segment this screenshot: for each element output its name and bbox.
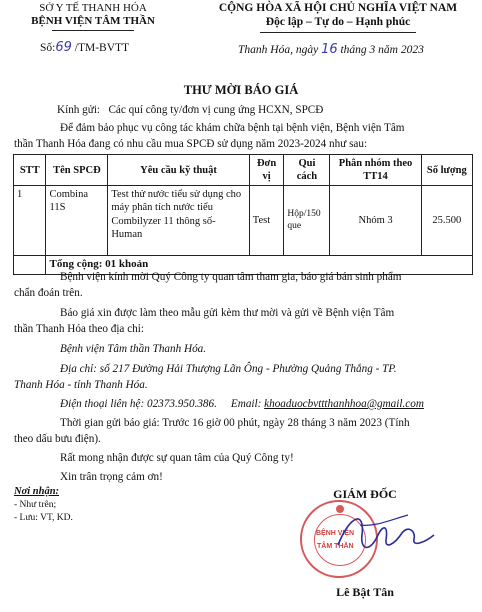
email-label: Email: xyxy=(230,398,262,410)
recipient-line xyxy=(57,102,323,118)
deadline-line1: Thời gian gửi báo giá: Trước 16 giờ 00 phút, ngày 28 tháng 3 năm 2023 (Tính xyxy=(60,417,410,429)
recipient-item: - Như trên; xyxy=(14,500,57,510)
seal-text-line1: BỆNH VIỆN xyxy=(316,530,355,537)
total-cell: Tổng cộng: 01 khoản xyxy=(46,256,473,275)
header-left-underline xyxy=(52,30,134,31)
document-number xyxy=(40,40,129,55)
intro-line-2: thần Thanh Hóa đang có nhu cầu mua SPCĐ sử dụng năm 2023-2024 như sau: xyxy=(14,138,368,150)
header-right-underline xyxy=(260,32,416,33)
col-header-spec: Yêu cầu kỹ thuật xyxy=(108,155,249,186)
seal-text-line2: TÂM THẦN xyxy=(317,543,354,550)
agency-name: SỞ Y TẾ THANH HÓA xyxy=(39,2,147,14)
phone-text: Điện thoại liên hệ: 02373.950.386. xyxy=(60,398,217,410)
recipient-label: Kính gửi: xyxy=(57,104,101,116)
cell-spec: Test thử nước tiểu sử dụng cho máy phân tích nước tiểu Combilyzer 11 thông số- Human xyxy=(108,186,249,256)
body-p2-line2: thần Thanh Hóa theo địa chỉ: xyxy=(14,323,144,335)
number-suffix: /TM-BVTT xyxy=(74,42,130,54)
cell-group: Nhóm 3 xyxy=(330,186,421,256)
col-header-pack: Qui cách xyxy=(284,155,330,186)
col-header-group: Phân nhóm theo TT14 xyxy=(330,155,421,186)
closing-line1: Rất mong nhận được sự quan tâm của Quý Công ty! xyxy=(60,452,294,464)
cell-qty: 25.500 xyxy=(421,186,472,256)
body-p1-line2: chẩn đoán trên. xyxy=(14,287,83,299)
body-p1-line1: Bệnh viện kính mời Quý Công ty quan tâm tham gia, báo giá bán sinh phẩm xyxy=(60,271,402,283)
col-header-stt: STT xyxy=(14,155,46,186)
document-title: THƯ MỜI BÁO GIÁ xyxy=(183,83,299,97)
document-date xyxy=(238,42,424,57)
total-blank-cell xyxy=(14,256,46,275)
number-handwritten: 69 xyxy=(55,40,72,55)
table-header-row xyxy=(14,155,473,186)
recipient-item: - Lưu: VT, KD. xyxy=(14,513,73,523)
body-p2-line1: Báo giá xin được làm theo mẫu gửi kèm thư mời và gửi về Bệnh viện Tâm xyxy=(60,307,395,319)
org-name: Bệnh viện Tâm thần Thanh Hóa. xyxy=(60,343,207,355)
date-suffix: tháng 3 năm 2023 xyxy=(340,44,424,56)
number-prefix: Số: xyxy=(40,42,56,54)
address-line1: Địa chỉ: số 217 Đường Hải Thượng Lãn Ông - Phường Quảng Thắng - TP. xyxy=(60,363,397,375)
recipients-title: Nơi nhận: xyxy=(14,486,60,497)
cell-pack: Hộp/150 que xyxy=(284,186,330,256)
independence-motto: Độc lập – Tự do – Hạnh phúc xyxy=(265,16,411,28)
signature-icon xyxy=(330,505,440,565)
intro-line-1: Để đảm bảo phục vụ công tác khám chữa bệnh tại bệnh viện, Bệnh viện Tâm xyxy=(60,122,405,134)
phone-line xyxy=(60,396,424,412)
date-day-handwritten: 16 xyxy=(321,42,338,57)
table-row xyxy=(14,186,473,256)
signer-name: Lê Bật Tân xyxy=(336,585,394,599)
address-line2: Thanh Hóa - tỉnh Thanh Hóa. xyxy=(14,379,148,391)
cell-stt: 1 xyxy=(14,186,46,256)
col-header-name: Tên SPCĐ xyxy=(46,155,108,186)
recipient-text: Các quí công ty/đơn vị cung ứng HCXN, SPCĐ xyxy=(108,104,324,116)
hospital-name: BỆNH VIỆN TÂM THẦN xyxy=(31,15,155,27)
cell-unit: Test xyxy=(249,186,284,256)
closing-line2: Xin trân trọng cảm ơn! xyxy=(60,471,163,483)
country-motto: CỘNG HÒA XÃ HỘI CHỦ NGHĨA VIỆT NAM xyxy=(218,2,458,14)
cell-name: Combina 11S xyxy=(46,186,108,256)
email-link[interactable]: khoaduocbvttthanhhoa@gmail.com xyxy=(264,398,424,410)
deadline-line2: theo dấu bưu điện). xyxy=(14,433,101,445)
col-header-unit: Đơn vị xyxy=(249,155,284,186)
items-table xyxy=(13,154,473,275)
signer-title: GIÁM ĐỐC xyxy=(333,487,397,501)
col-header-qty: Số lượng xyxy=(421,155,472,186)
date-prefix: Thanh Hóa, ngày xyxy=(238,44,319,56)
